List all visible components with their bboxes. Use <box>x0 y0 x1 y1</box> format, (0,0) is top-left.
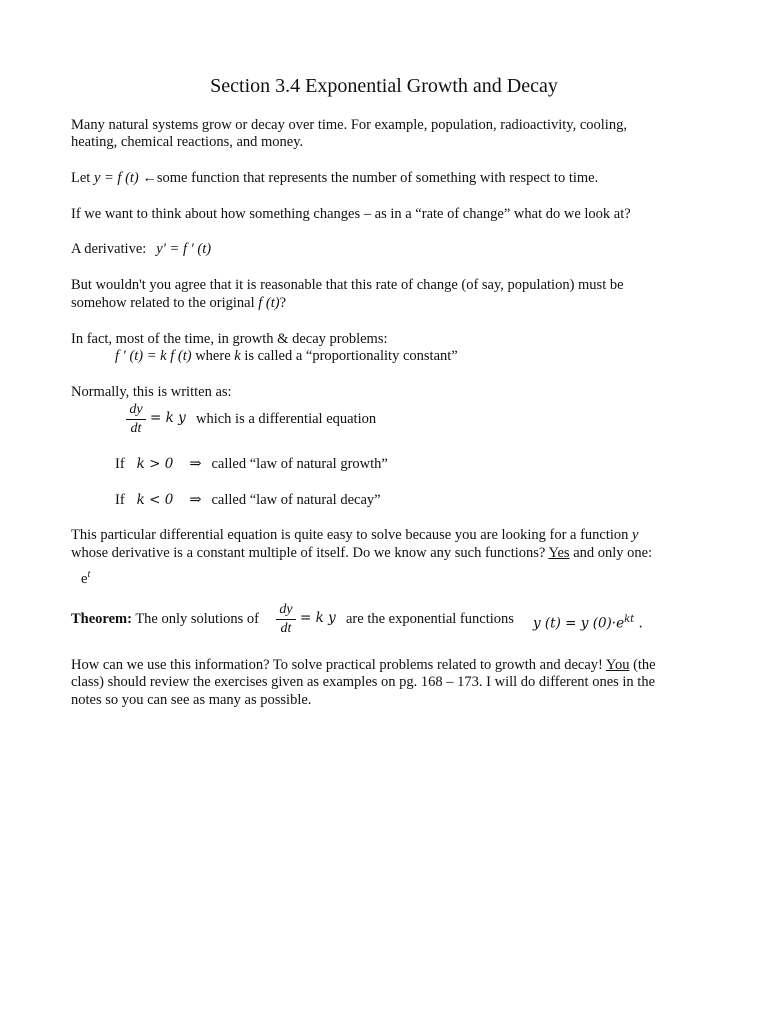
theorem-fraction <box>276 602 296 637</box>
solve-line-2-pre: whose derivative is a constant multiple of itself. Do we know any such functions? <box>71 545 549 561</box>
condition-decay <box>115 492 381 509</box>
closing-line-3: notes so you can see as many as possible. <box>71 692 312 708</box>
e-exponent: t <box>87 569 91 580</box>
theorem-fraction-denominator: dt <box>280 621 292 636</box>
growth-decay-intro: In fact, most of the time, in growth & decay problems: <box>71 331 388 347</box>
proportionality-expression: f ′ (t) = k f (t) <box>115 348 192 364</box>
related-line-2 <box>71 295 286 312</box>
solve-line-1 <box>71 527 638 544</box>
intro-line-1: Many natural systems grow or decay over time. For example, population, radioactivity, cooling, <box>71 117 627 133</box>
condition-decay-expr: k < 0 <box>136 492 174 508</box>
proportionality-post: is called a “proportionality constant” <box>240 348 458 364</box>
you-emphasis: You <box>605 657 630 673</box>
dy-dt-fraction <box>126 402 146 437</box>
equation-rhs: = k y <box>150 410 186 426</box>
let-pre: Let <box>71 170 94 186</box>
let-statement <box>71 170 598 187</box>
related-line-2-expr: f (t) <box>258 295 280 311</box>
page-title: Section 3.4 Exponential Growth and Decay <box>210 75 558 97</box>
theorem-label: Theorem: <box>71 611 132 627</box>
theorem-fraction-numerator: dy <box>279 602 293 617</box>
fraction-denominator: dt <box>130 421 142 436</box>
closing-line-1-pre: How can we use this information? To solve practical problems related to growth and decay! <box>71 657 606 673</box>
left-arrow-icon: ← <box>138 170 157 186</box>
closing-line-1 <box>71 657 656 674</box>
solve-line-2-post: and only one: <box>569 545 653 561</box>
theorem-fraction-bar <box>276 619 296 620</box>
condition-growth-text: called “law of natural growth” <box>211 456 388 472</box>
solve-line-1-var: y <box>632 527 639 543</box>
question-line: If we want to think about how something changes – as in a “rate of change” what do we look at? <box>71 206 631 222</box>
theorem-solution-expr: y (t) = y (0)·e <box>533 615 625 632</box>
related-line-2-post: ? <box>279 295 287 311</box>
let-expression: y = f (t) <box>93 170 139 186</box>
derivative-label: A derivative: <box>71 241 147 257</box>
equation-description: which is a differential equation <box>196 411 377 427</box>
condition-growth-expr: k > 0 <box>136 456 174 472</box>
proportionality-mid: where <box>191 348 235 364</box>
let-post: some function that represents the number of something with respect to time. <box>156 170 599 186</box>
condition-growth-if: If <box>115 456 125 472</box>
proportionality-k: k <box>234 348 241 364</box>
theorem-pre: The only solutions of <box>131 611 259 627</box>
implies-icon: ⇒ <box>189 456 202 472</box>
theorem-mid: are the exponential functions <box>346 611 514 627</box>
intro-line-2: heating, chemical reactions, and money. <box>71 134 304 150</box>
theorem-solution <box>533 611 643 633</box>
yes-answer: Yes <box>548 545 570 561</box>
theorem-end: . <box>638 615 643 632</box>
theorem-solution-exponent: kt <box>624 614 635 625</box>
theorem-intro <box>71 611 259 628</box>
exponential-e <box>81 566 90 588</box>
condition-decay-text: called “law of natural decay” <box>211 492 381 508</box>
implies-icon: ⇒ <box>189 492 202 508</box>
proportionality-line <box>115 348 458 365</box>
solve-line-1-pre: This particular differential equation is quite easy to solve because you are looking for a function <box>71 527 633 543</box>
normally-line: Normally, this is written as: <box>71 384 232 400</box>
related-line-1: But wouldn't you agree that it is reasonable that this rate of change (of say, population) must be <box>71 277 624 293</box>
derivative-line <box>71 241 211 258</box>
fraction-numerator: dy <box>129 402 143 417</box>
related-line-2-pre: somehow related to the original <box>71 295 259 311</box>
derivative-expression: y′ = f ′ (t) <box>156 241 212 257</box>
theorem-rhs: = k y <box>300 610 336 626</box>
solve-line-2 <box>71 545 652 562</box>
condition-growth <box>115 456 388 473</box>
fraction-bar <box>126 419 146 420</box>
condition-decay-if: If <box>115 492 125 508</box>
e-base: e <box>81 570 88 587</box>
closing-line-2: class) should review the exercises given as examples on pg. 168 – 173. I will do different ones in the <box>71 674 656 690</box>
closing-line-1-post: (the <box>629 657 656 673</box>
